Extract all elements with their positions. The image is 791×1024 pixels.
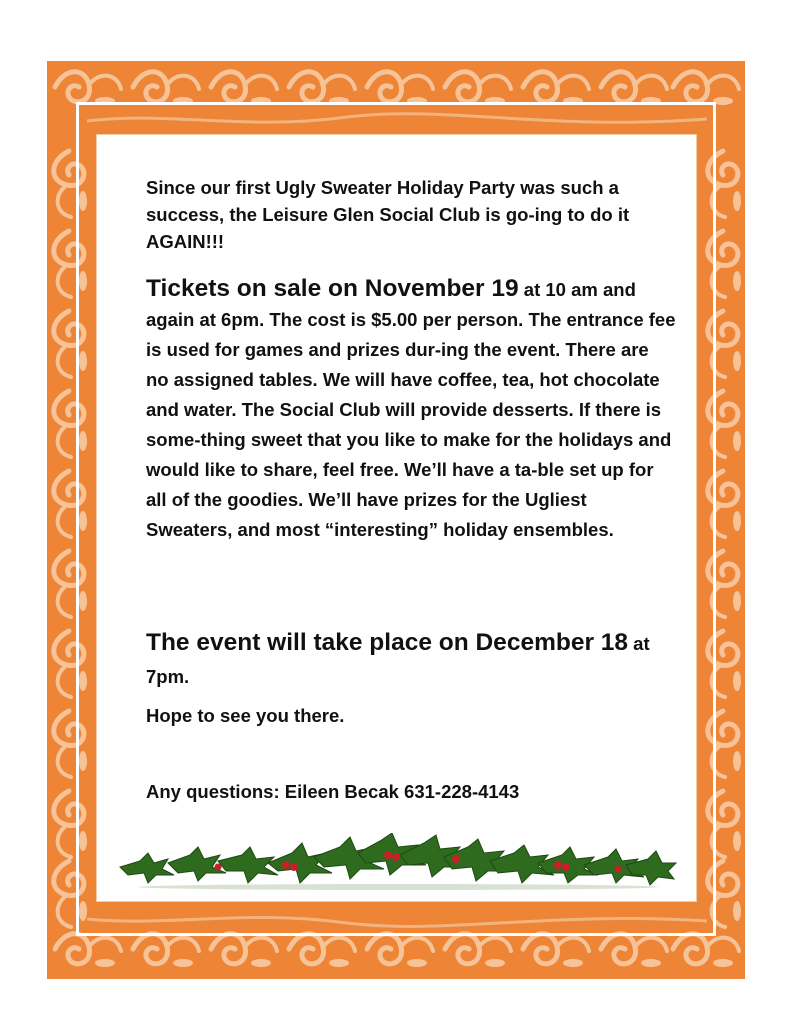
tickets-details: at 10 am and again at 6pm. The cost is $5.00 per person. The entrance fee is used for games and prizes dur-ing the event. There are no assigned tables. We will have coffee, tea, hot chocolate and water. The Social Club will provide desserts. If there is some-thing sweet that you like to make for the holidays and would like to share, feel free. We’ll have a ta-ble set up for all of the goodies. We’ll have prizes for the Ugliest Sweaters, and most “interesting” holiday ensembles. bbox=[146, 279, 676, 540]
intro-paragraph: Since our first Ugly Sweater Holiday Party was such a success, the Leisure Glen Social Club is go-ing to do it AGAIN!!! bbox=[146, 177, 630, 252]
contact-line: Any questions: Eileen Becak 631-228-4143 bbox=[146, 781, 520, 802]
event-time: at 7pm. bbox=[146, 633, 650, 687]
holly-garland-icon bbox=[118, 833, 678, 891]
tickets-headline: Tickets on sale on November 19 bbox=[146, 275, 519, 302]
event-paragraph bbox=[146, 626, 676, 693]
event-headline: The event will take place on December 18 bbox=[146, 629, 629, 656]
tickets-paragraph bbox=[146, 274, 676, 545]
closing-line: Hope to see you there. bbox=[146, 705, 345, 726]
